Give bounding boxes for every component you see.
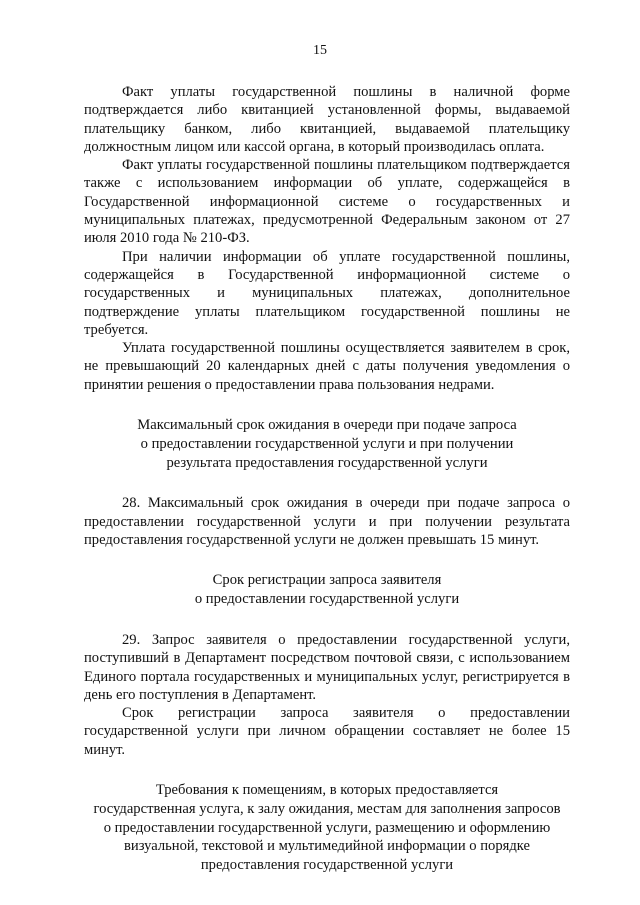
page-number: 15 [313,43,327,58]
heading-line: результата предоставления государственной услуги [166,454,488,471]
paragraph-registration-personal: Срок регистрации запроса заявителя о предоставлении государственной услуги при личном обращении составляет не более 15 минут. [84,705,570,758]
paragraph-item-29: 29. Запрос заявителя о предоставлении государственной услуги, поступивший в Департамент посредством почтовой связи, с использованием Единого портала государственных и муниципальных услуг, регистрируется в день его поступления в Департамент. [84,631,570,703]
paragraph-payment-deadline: Уплата государственной пошлины осуществляется заявителем в срок, не превышающий 20 календарных дней с даты получения уведомления о принятии решения о предоставлении права пользования недрами. [84,340,570,393]
heading-line: государственная услуга, к залу ожидания, местам для заполнения запросов [93,800,561,817]
spacer [84,609,570,631]
document-body [84,83,570,875]
paragraph-payment-gis: Факт уплаты государственной пошлины плательщиком подтверждается также с использованием информации об уплате, содержащейся в Государственной информационной системе о государственных и муниципальных платежах, предусмотренной Федеральным законом от 27 июля 2010 года № 210-ФЗ. [84,157,570,247]
heading-line: о предоставлении государственной услуги и при получении [140,435,514,452]
paragraph-payment-not-required: При наличии информации об уплате государственной пошлины, содержащейся в Государственной информационной системе о государственных и муниципальных платежах, дополнительное подтверждение уплаты плательщиком государственной пошлины не требуется. [84,248,570,338]
heading-line: визуальной, текстовой и мультимедийной информации о порядке [124,838,530,855]
heading-line: Срок регистрации запроса заявителя [212,572,442,589]
spacer [84,472,570,494]
section-heading-queue-time [84,416,570,472]
paragraph-item-28: 28. Максимальный срок ожидания в очереди при подаче запроса о предоставлении государственной услуги и при получении результата предоставления государственной услуги не должен превышать 15 минут. [84,495,570,549]
spacer [84,759,570,781]
heading-line: Максимальный срок ожидания в очереди при подаче запроса [137,417,517,434]
paragraph-payment-cash: Факт уплаты государственной пошлины в наличной форме подтверждается либо квитанцией установленной формы, выдаваемой плательщику банком, либо квитанцией, выдаваемой плательщику должностным лицом или кассой органа, в который производилась оплата. [84,84,570,155]
spacer [84,394,570,416]
heading-line: предоставления государственной услуги [200,857,454,874]
section-heading-registration-time [84,571,570,609]
heading-line: о предоставлении государственной услуги, размещению и оформлению [103,819,551,836]
spacer [84,549,570,571]
section-heading-premises-requirements [84,781,570,875]
heading-line: о предоставлении государственной услуги [194,591,460,608]
heading-line: Требования к помещениям, в которых предоставляется [155,782,499,798]
